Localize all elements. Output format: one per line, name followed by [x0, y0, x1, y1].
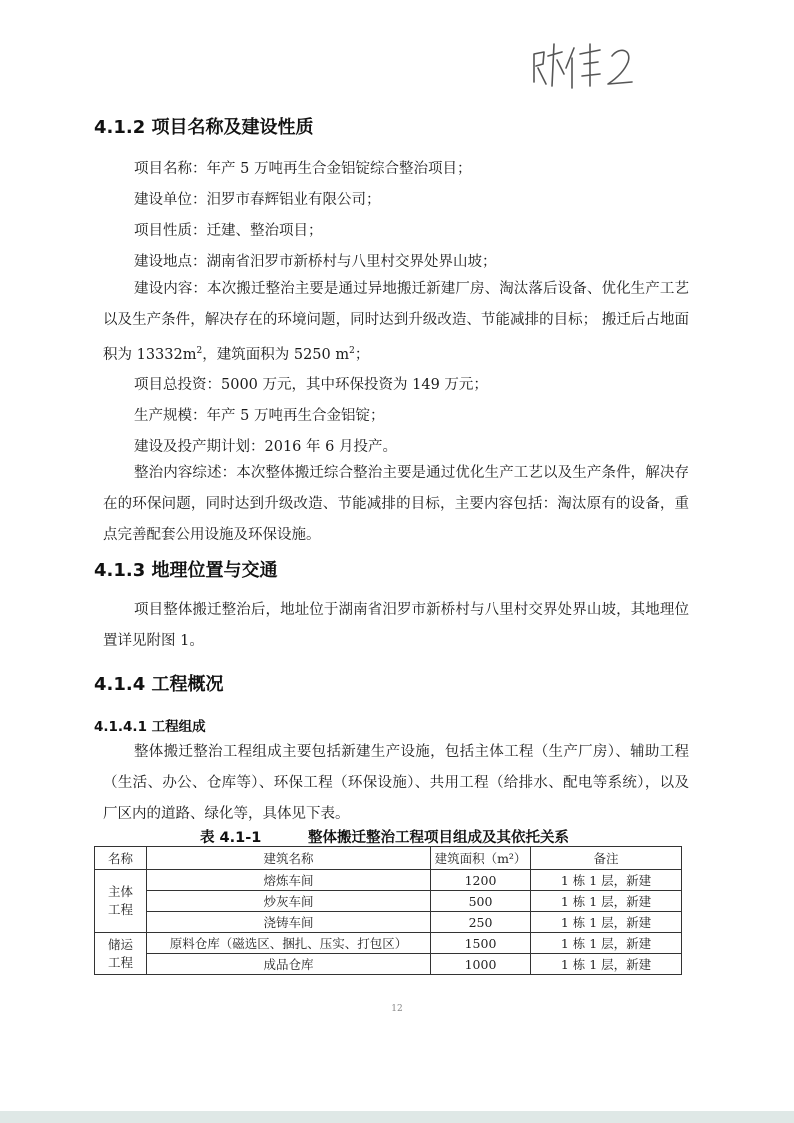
composition-paragraph: 整体搬迁整治工程组成主要包括新建生产设施，包括主体工程（生产厂房）、辅助工程（生活、办公、仓库等）、环保工程（环保设施）、共用工程（给排水、配电等系统），以及厂区内的道路、绿化等，具体见下表。: [103, 744, 689, 822]
note-cell: 1 栋 1 层，新建: [531, 891, 682, 912]
builder-line: 建设单位：汨罗市春辉铝业有限公司；: [134, 192, 381, 208]
area-cell: 1000: [431, 954, 531, 975]
content-text: 建设内容：本次搬迁整治主要是通过异地搬迁新建厂房、淘汰落后设备、优化生产工艺以及生产条件，解决存在的环境问题，同时达到升级改造、节能减排的目标； 搬迁后占地面积为 13332m: [103, 281, 689, 363]
area-cell: 500: [431, 891, 531, 912]
content-text-mid: ，建筑面积为 5250 m: [202, 346, 350, 363]
table-row: [95, 933, 682, 954]
superscript: 2: [196, 346, 203, 356]
subsection-title-4-1-4-1: 4.1.4.1 工程组成: [94, 719, 206, 735]
scan-edge-strip: [0, 1111, 794, 1123]
group-name: 储运工程: [95, 933, 147, 975]
investment-line: 项目总投资：5000 万元，其中环保投资为 149 万元；: [134, 377, 488, 393]
table-row: [95, 912, 682, 933]
building-cell: 熔炼车间: [147, 870, 431, 891]
content-text-end: ；: [354, 346, 370, 363]
building-cell: 成品仓库: [147, 954, 431, 975]
building-cell: 炒灰车间: [147, 891, 431, 912]
page-number: 12: [391, 1004, 403, 1014]
area-cell: 1500: [431, 933, 531, 954]
area-cell: 1200: [431, 870, 531, 891]
building-cell: 原料仓库（磁选区、捆扎、压实、打包区）: [147, 933, 431, 954]
note-cell: 1 栋 1 层，新建: [531, 954, 682, 975]
location-line: 建设地点：湖南省汨罗市新桥村与八里村交界处界山坡；: [134, 254, 497, 270]
header-note: 备注: [531, 847, 682, 870]
header-name: 名称: [95, 847, 147, 870]
building-cell: 浇铸车间: [147, 912, 431, 933]
note-cell: 1 栋 1 层，新建: [531, 933, 682, 954]
group-name: 主体工程: [95, 870, 147, 933]
schedule-line: 建设及投产期计划：2016 年 6 月投产。: [134, 439, 397, 455]
table-caption: 整体搬迁整治工程项目组成及其依托关系: [308, 830, 569, 846]
table-row: [95, 870, 682, 891]
summary-paragraph: 整治内容综述：本次整体搬迁综合整治主要是通过优化生产工艺以及生产条件，解决存在的环保问题，同时达到升级改造、节能减排的目标，主要内容包括：淘汰原有的设备，重点完善配套公用设施及环保设施。: [103, 465, 689, 543]
table-number: 表 4.1-1: [200, 830, 262, 846]
superscript: 2: [349, 346, 355, 356]
project-name-line: 项目名称：年产 5 万吨再生合金铝锭综合整治项目；: [134, 161, 472, 177]
location-paragraph: 项目整体搬迁整治后，地址位于湖南省汨罗市新桥村与八里村交界处界山坡，其地理位置详见附图 1。: [103, 602, 689, 649]
engineering-composition-table: [94, 846, 682, 975]
section-title-4-1-2: 4.1.2 项目名称及建设性质: [94, 117, 314, 138]
project-nature-line: 项目性质：迁建、整治项目；: [134, 223, 323, 239]
table-row: [95, 954, 682, 975]
handwritten-annotation: [528, 34, 648, 92]
header-area: 建筑面积（m²）: [431, 847, 531, 870]
area-cell: 250: [431, 912, 531, 933]
header-building: 建筑名称: [147, 847, 431, 870]
table-header-row: [95, 847, 682, 870]
note-cell: 1 栋 1 层，新建: [531, 870, 682, 891]
section-title-4-1-3: 4.1.3 地理位置与交通: [94, 560, 278, 581]
table-row: [95, 891, 682, 912]
section-title-4-1-4: 4.1.4 工程概况: [94, 674, 224, 695]
scale-line: 生产规模：年产 5 万吨再生合金铝锭；: [134, 408, 385, 424]
construction-content-paragraph: [103, 274, 689, 371]
note-cell: 1 栋 1 层，新建: [531, 912, 682, 933]
